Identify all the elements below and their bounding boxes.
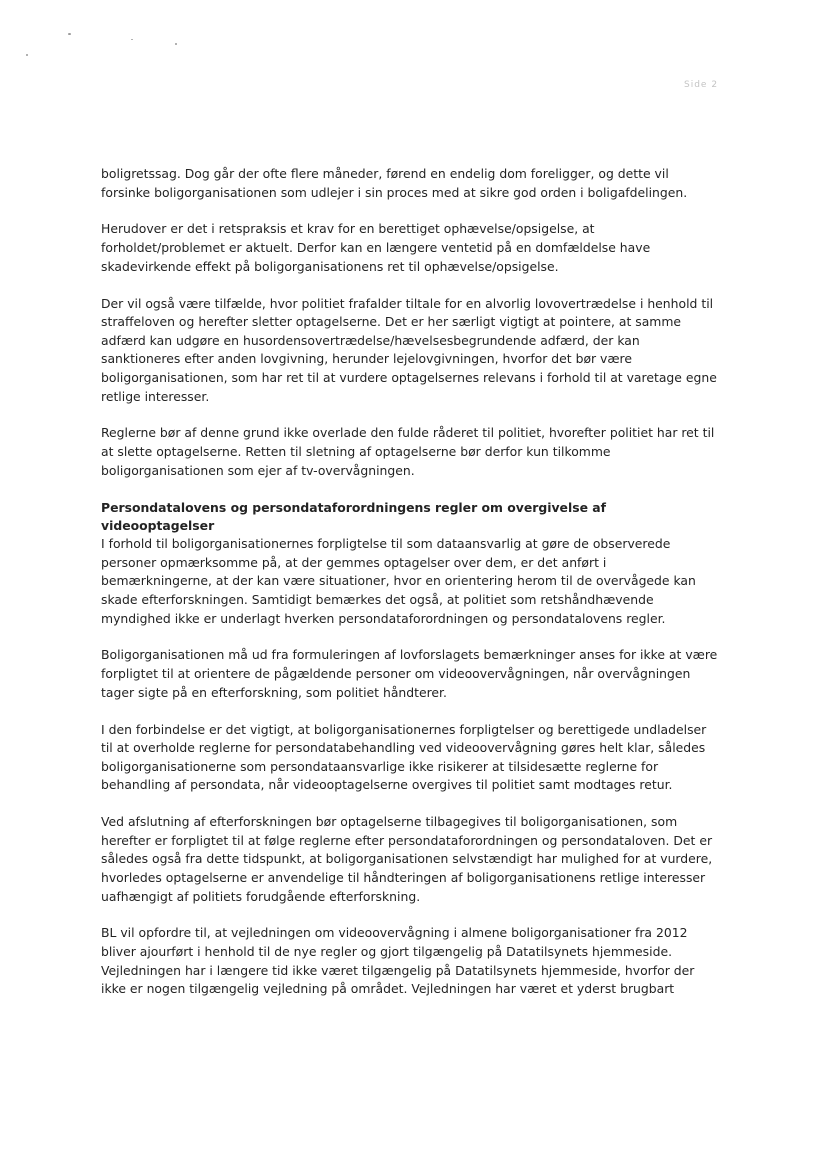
paragraph: BL vil opfordre til, at vejledningen om videoovervågning i almene boligorganisationer fra 2012 bliver ajourført i henhold til de nye regler og gjort tilgængelig på Datatilsynets hjemmeside. Vejledningen har i længere tid ikke været tilgængelig på Datatilsynets hjemmeside, hvorfor der ikke er nogen tilgængelig vejledning på området. Vejledningen har været et yderst brugbart (101, 925, 695, 997)
paragraph: I den forbindelse er det vigtigt, at boligorganisationernes forpligtelser og berettigede undladelser til at overholde reglerne for persondatabehandling ved videoovervågning gøres helt klar, således boligorganisationerne som persondataansvarlige ikke risikerer at tilsidesætte reglerne for behandling af persondata, når videooptagelserne overgives til politiet samt modtages retur. (101, 721, 707, 793)
document-body (101, 165, 721, 999)
scan-speck (68, 33, 71, 35)
paragraph: Reglerne bør af denne grund ikke overlade den fulde råderet til politiet, hvorefter politiet har ret til at slette optagelserne. Retten til sletning af optagelserne bør derfor kun tilkomme boligorganisationen som ejer af tv-overvågningen. (101, 425, 715, 478)
scan-speck (26, 54, 28, 56)
paragraph: boligretssag. Dog går der ofte flere måneder, førend en endelig dom foreligger, og dette vil forsinke boligorganisationen som udlejer i sin proces med at sikre god orden i boligafdelingen. (101, 166, 688, 200)
paragraph: Der vil også være tilfælde, hvor politiet frafalder tiltale for en alvorlig lovovertrædelse i henhold til straffeloven og herefter sletter optagelserne. Det er her særligt vigtigt at pointere, at samme adfærd kan udgøre en husordensovertrædelse/hævelsesbegrundende adfærd, der kan sanktioneres efter anden lovgivning, herunder lejelovgivningen, hvorfor det bør være boligorganisationen, som har ret til at vurdere optagelsernes relevans i forhold til at varetage egne retlige interesser. (101, 295, 717, 404)
paragraph: Herudover er det i retspraksis et krav for en berettiget ophævelse/opsigelse, at forholdet/problemet er aktuelt. Derfor kan en længere ventetid på en domfældelse have skadevirkende effekt på boligorganisationens ret til ophævelse/opsigelse. (101, 221, 651, 274)
page-number: Side 2 (684, 80, 719, 90)
section-heading: Persondatalovens og persondataforordningens regler om overgivelse af videooptagelser (101, 499, 607, 533)
paragraph: Boligorganisationen må ud fra formuleringen af lovforslagets bemærkninger anses for ikke at være forpligtet til at orientere de pågældende personer om videoovervågningen, når overvågningen tager sigte på en efterforskning, som politiet håndterer. (101, 647, 718, 700)
scan-speck (131, 39, 133, 40)
paragraph: I forhold til boligorganisationernes forpligtelse til som dataansvarlig at gøre de observerede personer opmærksomme på, at der gemmes optagelser over dem, er det anført i bemærkningerne, at der kan være situationer, hvor en orientering herom til de overvågede kan skade efterforskningen. Samtidigt bemærkes det også, at politiet som retshåndhævende myndighed ikke er underlagt hverken persondataforordningen og persondatalovens regler. (101, 536, 696, 626)
paragraph: Ved afslutning af efterforskningen bør optagelserne tilbagegives til boligorganisationen, som herefter er forpligtet til at følge reglerne efter persondataforordningen og persondataloven. Det er således også fra dette tidspunkt, at boligorganisationen selvstændigt har mulighed for at vurdere, hvorledes optagelserne er anvendelige til håndteringen af boligorganisationens retlige interesser uafhængigt af politiets forudgående efterforskning. (101, 814, 713, 904)
scan-speck (175, 43, 177, 45)
